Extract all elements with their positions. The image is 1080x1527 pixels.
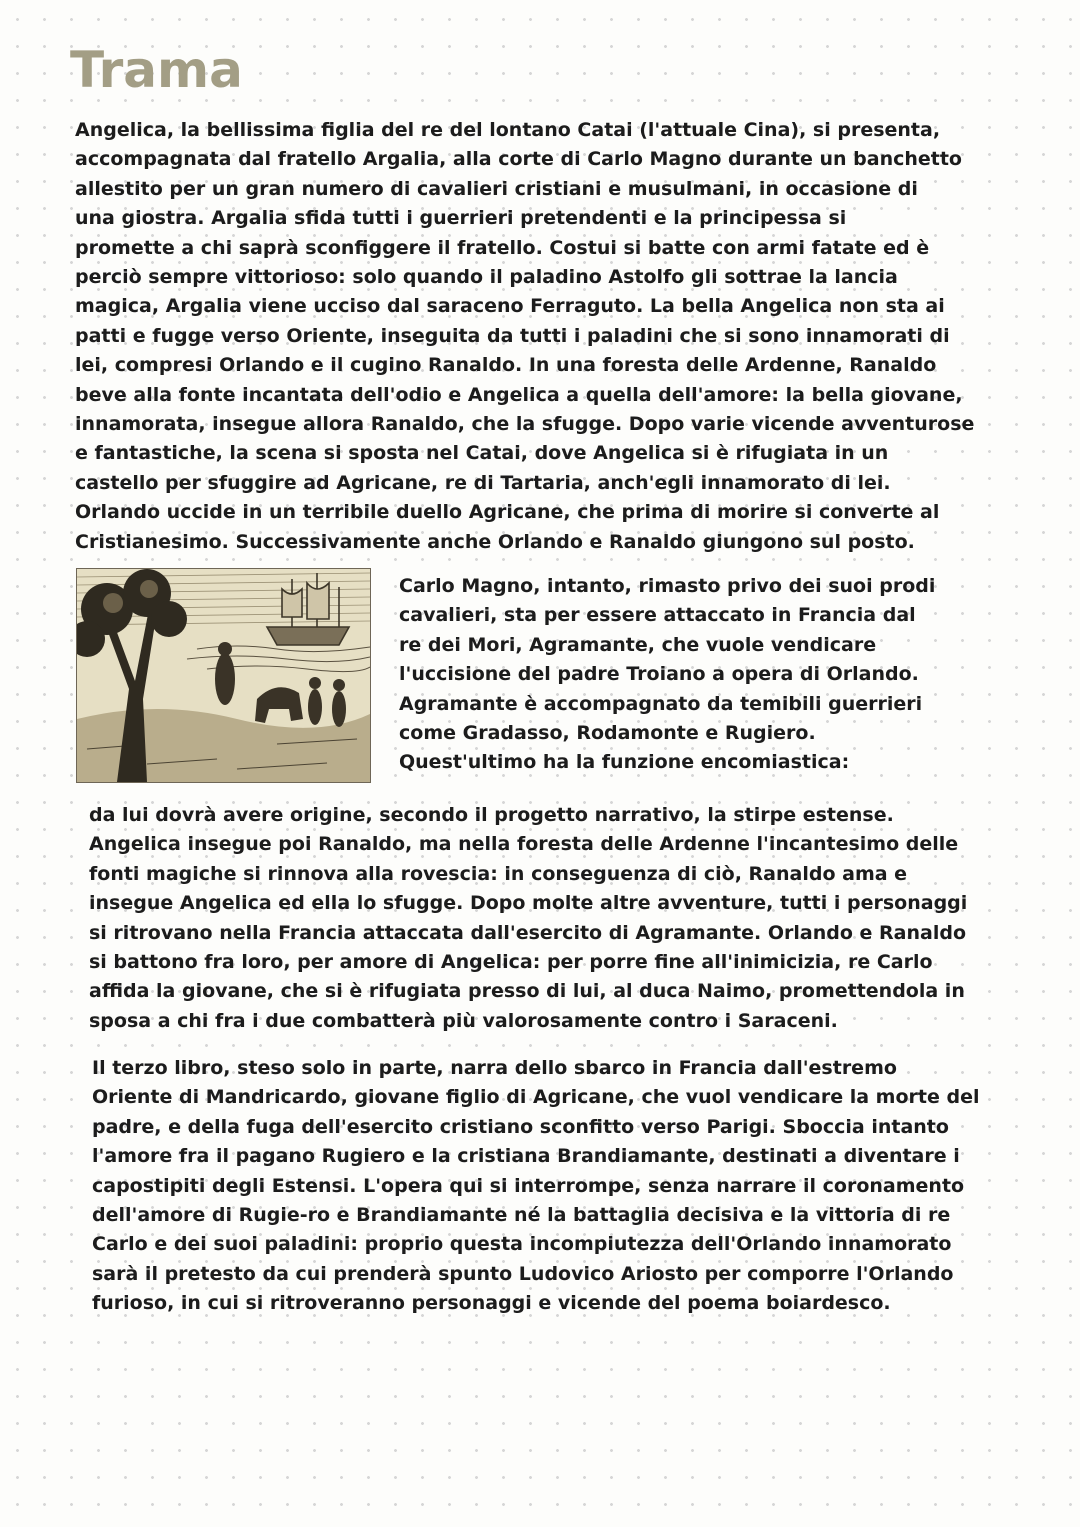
plot-paragraph-2: Carlo Magno, intanto, rimasto privo dei suoi prodi cavalieri, sta per essere attaccato in Francia dal re dei Mori, Agramante, che vuole vendicare l'uccisione del padre Troiano a opera di Orlando. Agramante è accompagnato da temibili guerrieri come Gradasso, Rodamonte e Rugiero. Quest'ultimo ha la funzione encomiastica: bbox=[399, 575, 936, 774]
plot-paragraph-3: da lui dovrà avere origine, secondo il progetto narrativo, la stirpe estense. Angelica insegue poi Ranaldo, ma nella foresta delle Ardenne l'incantesimo delle fonti magiche si rinnova alla rovescia: in conseguenza di ciò, Ranaldo ama e insegue Angelica ed ella lo sfugge. Dopo molte altre avventure, tutti i personaggi si ritrovano nella Francia attaccata dall'esercito di Agramante. Orlando e Ranaldo si battono fra loro, per amore di Angelica: per porre fine all'inimicizia, re Carlo affida la giovane, che si è rifugiata presso di lui, al duca Naimo, promettendola in sposa a chi fra i due combatterà più valorosamente contro i Saraceni. bbox=[89, 804, 968, 1032]
plot-paragraph-4: Il terzo libro, steso solo in parte, narra dello sbarco in Francia dall'estremo Oriente di Mandricardo, giovane figlio di Agricane, che vuol vendicare la morte del padre, e della fuga dell'esercito cristiano sconfitto verso Parigi. Sboccia intanto l'amore fra il pagano Rugiero e la cristiana Brandiamante, destinati a diventare i capostipiti degli Estensi. L'opera qui si interrompe, senza narrare il coronamento dell'amore di Rugie-ro e Brandiamante né la battaglia decisiva e la vittoria di re Carlo e dei suoi paladini: proprio questa incompiutezza dell'Orlando innamorato sarà il pretesto da cui prenderà spunto Ludovico Ariosto per comporre l'Orlando furioso, in cui si ritroveranno personaggi e vicende del poema boiardesco. bbox=[92, 1057, 980, 1315]
woodcut-illustration bbox=[76, 568, 371, 783]
plot-paragraph-1: Angelica, la bellissima figlia del re del lontano Catai (l'attuale Cina), si presenta, accompagnata dal fratello Argalia, alla corte di Carlo Magno durante un banchetto allestito per un gran numero di cavalieri cristiani e musulmani, in occasione di una giostra. Argalia sfida tutti i guerrieri pretendenti e la principessa si promette a chi saprà sconfiggere il fratello. Costui si batte con armi fatate ed è perciò sempre vittorioso: solo quando il paladino Astolfo gli sottrae la lancia magica, Argalia viene ucciso dal saraceno Ferraguto. La bella Angelica non sta ai patti e fugge verso Oriente, inseguita da tutti i paladini che si sono innamorati di lei, compresi Orlando e il cugino Ranaldo. In una foresta delle Ardenne, Ranaldo beve alla fonte incantata dell'odio e Angelica a quella dell'amore: la bella giovane, innamorata, insegue allora Ranaldo, che la sfugge. Dopo varie vicende avventurose e fantastiche, la scena si sposta nel Catai, dove Angelica si è rifugiata in un castello per sfuggire ad Agricane, re di Tartaria, anch'egli innamorato di lei. Orlando uccide in un terribile duello Agricane, che prima di morire si converte al Cristianesimo. Successivamente anche Orlando e Ranaldo giungono sul posto. bbox=[75, 119, 975, 553]
page-title: Trama bbox=[70, 41, 243, 99]
